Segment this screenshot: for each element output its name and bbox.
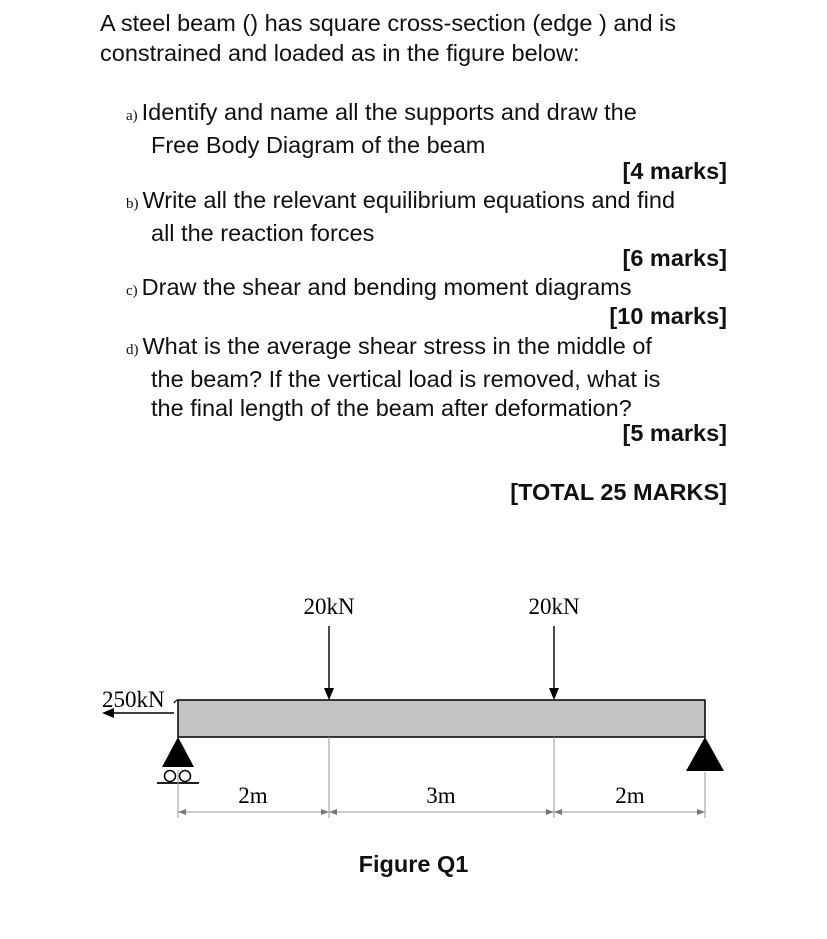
question-letter: b) [126, 196, 139, 212]
beam-figure [0, 560, 827, 850]
intro-line-2: constrained and loaded as in the figure below: [100, 40, 580, 66]
question-text-line-1: Draw the shear and bending moment diagrams [141, 274, 632, 300]
question-a [126, 98, 637, 160]
marks-c: [10 marks] [609, 303, 727, 329]
question-text-line-3: the final length of the beam after deformation? [151, 395, 632, 421]
figure-caption-text: Figure Q1 [358, 851, 469, 877]
question-letter: a) [126, 108, 138, 124]
question-text-line-2: Free Body Diagram of the beam [151, 132, 486, 158]
question-text-line-1: What is the average shear stress in the middle of [142, 333, 652, 359]
question-c [126, 273, 632, 306]
question-b [126, 186, 675, 248]
pin-support [686, 737, 724, 771]
question-letter: c) [126, 283, 138, 299]
question-text-line-1: Identify and name all the supports and draw the [141, 99, 637, 125]
total-marks: [TOTAL 25 MARKS] [510, 479, 727, 505]
question-text-line-2: the beam? If the vertical load is removed, what is [151, 366, 661, 392]
load-arrow-right [549, 626, 559, 700]
question-d [126, 332, 660, 423]
load-label-left: 20kN [303, 594, 355, 619]
beam [178, 700, 705, 737]
problem-intro [100, 8, 740, 68]
dimension-lines [178, 809, 705, 815]
question-text-line-1: Write all the relevant equilibrium equations and find [142, 187, 676, 213]
load-arrow-left [324, 626, 334, 700]
question-text-line-2: all the reaction forces [151, 220, 375, 246]
dimension-label-2: 3m [426, 783, 456, 808]
axial-load-label: 250kN [102, 687, 165, 712]
figure-caption [0, 851, 827, 878]
dimension-label-1: 2m [238, 783, 268, 808]
marks-a: [4 marks] [622, 158, 727, 184]
marks-b: [6 marks] [622, 245, 727, 271]
intro-line-1: A steel beam () has square cross-section (edge ) and is [100, 10, 677, 36]
load-label-right: 20kN [528, 594, 580, 619]
marks-d: [5 marks] [622, 420, 727, 446]
question-letter: d) [126, 342, 139, 358]
dimension-label-3: 2m [615, 783, 645, 808]
